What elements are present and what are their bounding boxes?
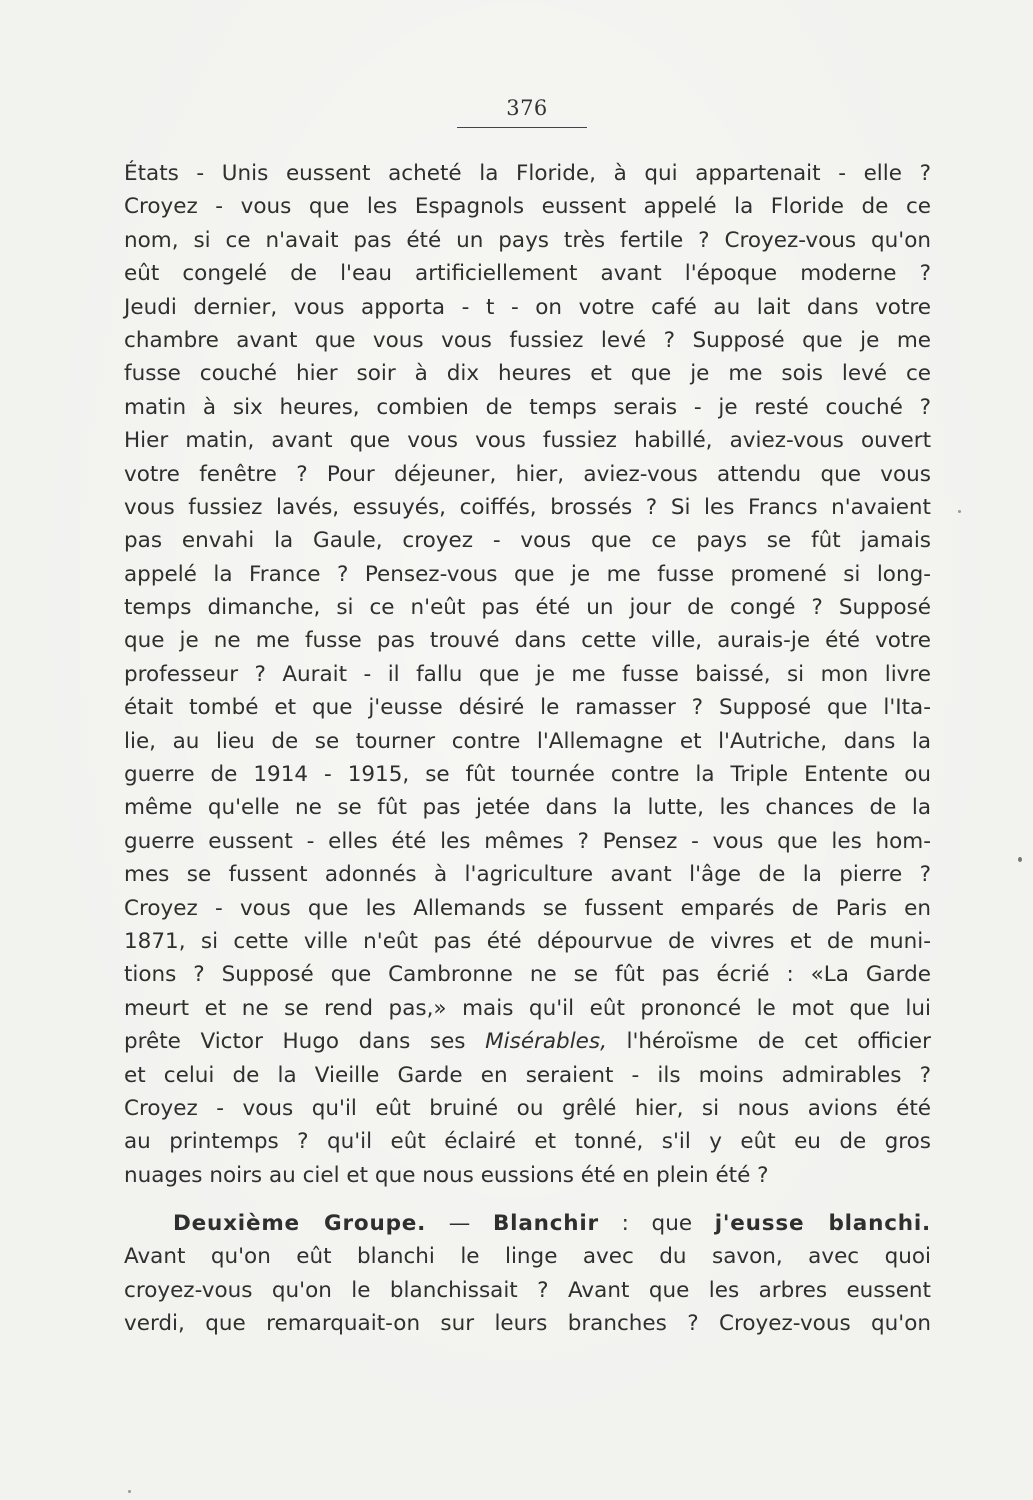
text-line: 1871, si cette ville n'eût pas été dépourvue de vivres et de muni- [124,928,931,954]
text-line: Jeudi dernier, vous apporta - t - on votre café au lait dans votre [124,294,931,320]
paper-speck [128,1490,131,1493]
line-text-after: l'héroïsme de cet officier [606,1029,931,1055]
text-line: Croyez - vous que les Allemands se fussent emparés de Paris en [124,895,931,921]
text-line: était tombé et que j'eusse désiré le ramasser ? Supposé que l'Ita- [124,695,931,721]
section-heading-form: j'eusse blanchi. [714,1211,932,1236]
heading-dash: — [426,1211,493,1236]
text-line: Avant qu'on eût blanchi le linge avec du savon, avec quoi [124,1244,931,1270]
text-line: guerre eussent - elles été les mêmes ? Pensez - vous que les hom- [124,828,931,854]
section-heading-group: Deuxième Groupe. [173,1211,427,1236]
text-line: nuages noirs au ciel et que nous eussions été en plein été ? [124,1162,769,1188]
text-line: eût congelé de l'eau artificiellement avant l'époque moderne ? [124,261,931,287]
text-line: temps dimanche, si ce n'eût pas été un jour de congé ? Supposé [124,595,931,621]
text-line: guerre de 1914 - 1915, se fût tournée contre la Triple Entente ou [124,762,931,788]
text-line: même qu'elle ne se fût pas jetée dans la lutte, les chances de la [124,795,931,821]
text-line: verdi, que remarquait-on sur leurs branches ? Croyez-vous qu'on [124,1311,931,1337]
section-heading-verb: Blanchir [492,1211,599,1236]
book-title-miserables: Misérables, [485,1029,607,1055]
paragraph-1 [124,157,931,1192]
text-line: au printemps ? qu'il eût éclairé et tonné, s'il y eût eu de gros [124,1129,931,1155]
text-line: croyez-vous qu'on le blanchissait ? Avant que les arbres eussent [124,1277,931,1303]
text-line: appelé la France ? Pensez-vous que je me fusse promené si long- [124,561,931,587]
text-line: pas envahi la Gaule, croyez - vous que ce pays se fût jamais [124,528,931,554]
page-number: 376 [506,96,548,120]
text-line: votre fenêtre ? Pour déjeuner, hier, aviez-vous attendu que vous [124,461,931,487]
text-line: États - Unis eussent acheté la Floride, à qui appartenait - elle ? [124,161,931,186]
paper-speck [1018,857,1022,862]
text-line: mes se fussent adonnés à l'agriculture avant l'âge de la pierre ? [124,862,931,888]
text-line: Hier matin, avant que vous vous fussiez habillé, aviez-vous ouvert [124,428,931,454]
text-line: fusse couché hier soir à dix heures et que je me sois levé ce [124,361,931,387]
text-line: Croyez - vous qu'il eût bruiné ou grêlé hier, si nous avions été [124,1095,931,1121]
paragraph-2 [124,1207,931,1341]
paper-speck [958,510,961,513]
text-line: lie, au lieu de se tourner contre l'Allemagne et l'Autriche, dans la [124,728,931,754]
header-rule [457,127,587,128]
text-line: Croyez - vous que les Espagnols eussent appelé la Floride de ce [124,194,931,220]
text-line: professeur ? Aurait - il fallu que je me fusse baissé, si mon livre [124,661,931,687]
text-line: meurt et ne se rend pas,» mais qu'il eût prononcé le mot que lui [124,995,931,1021]
line-text-before: prête Victor Hugo dans ses [124,1029,486,1055]
text-line-with-title [124,1025,931,1058]
text-line: chambre avant que vous vous fussiez levé ? Supposé que je me [124,327,931,353]
text-line: nom, si ce n'avait pas été un pays très fertile ? Croyez-vous qu'on [124,227,931,253]
text-line: matin à six heures, combien de temps serais - je resté couché ? [124,394,931,420]
text-line: vous fussiez lavés, essuyés, coiffés, brossés ? Si les Francs n'avaient [124,494,931,520]
text-line: que je ne me fusse pas trouvé dans cette ville, aurais-je été votre [124,628,931,654]
text-line: tions ? Supposé que Cambronne ne se fût pas écrié : «La Garde [124,962,931,988]
heading-colon: : que [598,1211,715,1236]
section-heading-line [124,1207,931,1240]
text-line: et celui de la Vieille Garde en seraient - ils moins admirables ? [124,1062,931,1088]
